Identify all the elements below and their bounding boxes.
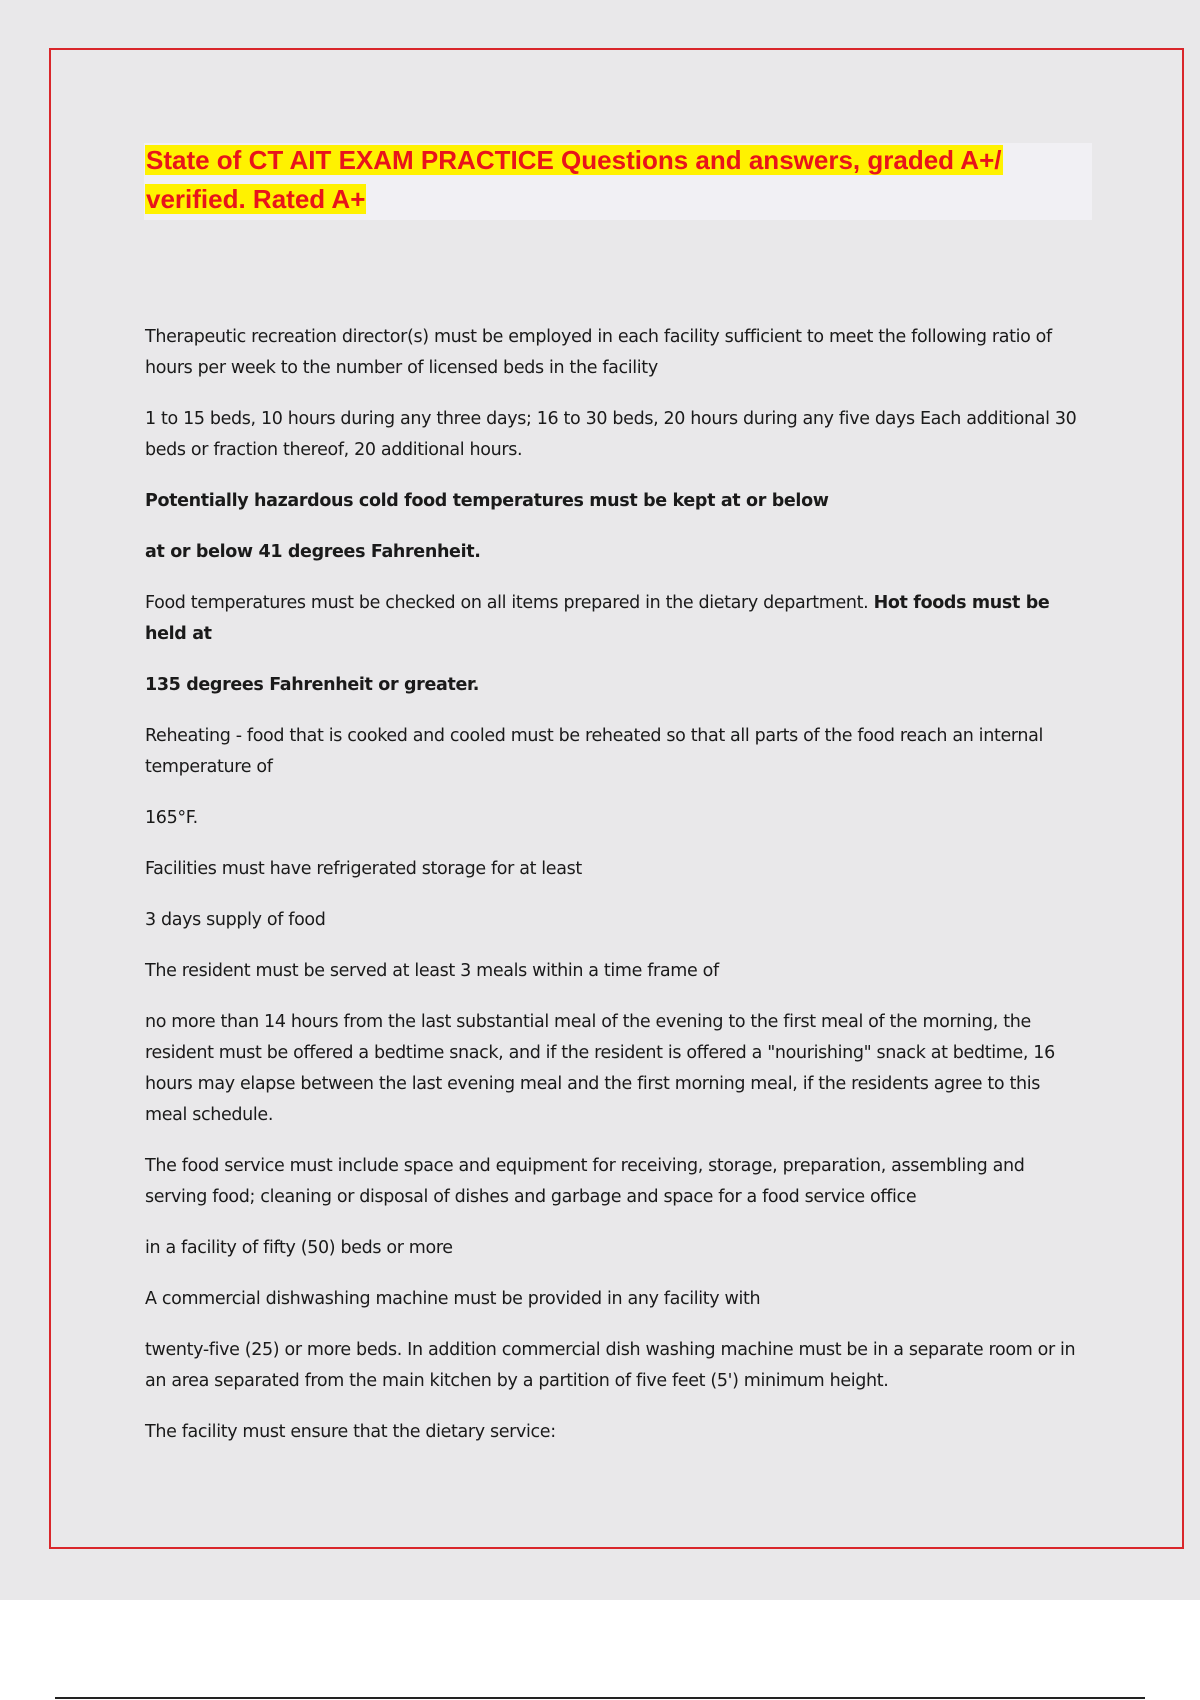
document-body xyxy=(145,322,1085,1468)
paragraph-storage-answer: 3 days supply of food xyxy=(145,910,326,930)
paragraph-recreation-answer: 1 to 15 beds, 10 hours during any three days; 16 to 30 beds, 20 hours during any five days Each additional 30 beds or fraction thereof, 20 additional hours. xyxy=(145,409,1077,460)
paragraph-dietary-service-question: The facility must ensure that the dietary service: xyxy=(145,1422,556,1442)
paragraph-meals-question: The resident must be served at least 3 meals within a time frame of xyxy=(145,961,719,981)
paragraph-food-service-answer: in a facility of fifty (50) beds or more xyxy=(145,1238,453,1258)
paragraph-storage-question: Facilities must have refrigerated storage for at least xyxy=(145,859,582,879)
paragraph-hot-food-answer: 135 degrees Fahrenheit or greater. xyxy=(145,675,480,695)
paragraph-dishwasher-question: A commercial dishwashing machine must be provided in any facility with xyxy=(145,1289,761,1309)
paragraph-hot-food-question xyxy=(145,588,1085,650)
footer-divider xyxy=(55,1697,1145,1699)
paragraph-food-service-question: The food service must include space and equipment for receiving, storage, preparation, assembling and serving food; cleaning or disposal of dishes and garbage and space for a food service office xyxy=(145,1156,1025,1207)
document-title xyxy=(145,141,1090,219)
paragraph-cold-food-answer: at or below 41 degrees Fahrenheit. xyxy=(145,542,481,562)
hot-food-question-bold: Hot foods must be held at xyxy=(145,593,1050,644)
paragraph-cold-food-question: Potentially hazardous cold food temperatures must be kept at or below xyxy=(145,491,829,511)
paragraph-reheating-question: Reheating - food that is cooked and cooled must be reheated so that all parts of the food reach an internal temperature of xyxy=(145,726,1044,777)
hot-food-question-lead: Food temperatures must be checked on all items prepared in the dietary department. xyxy=(145,593,874,613)
paragraph-recreation-question: Therapeutic recreation director(s) must be employed in each facility sufficient to meet the following ratio of hours per week to the number of licensed beds in the facility xyxy=(145,327,1052,378)
paragraph-dishwasher-answer: twenty-five (25) or more beds. In addition commercial dish washing machine must be in a separate room or in an area separated from the main kitchen by a partition of five feet (5') minimum height. xyxy=(145,1340,1076,1391)
title-highlight: State of CT AIT EXAM PRACTICE Questions and answers, graded A+/ verified. Rated A+ xyxy=(146,145,1002,214)
paragraph-reheating-answer: 165°F. xyxy=(145,808,198,828)
paragraph-meals-answer: no more than 14 hours from the last substantial meal of the evening to the first meal of the morning, the resident must be offered a bedtime snack, and if the resident is offered a "nourishing" snack at bedtime, 16 hours may elapse between the last evening meal and the first morning meal, if the residents agree to this meal schedule. xyxy=(145,1012,1055,1125)
